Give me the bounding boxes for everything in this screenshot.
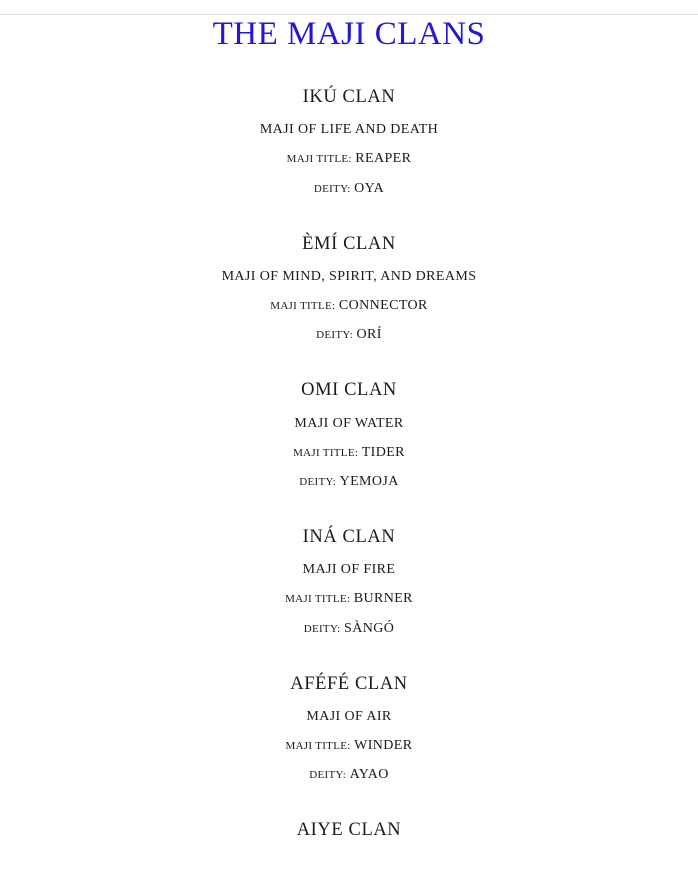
deity-label: DEITY: bbox=[303, 622, 341, 635]
clan-domain: MAJI OF WATER bbox=[294, 415, 404, 431]
maji-title-value: WINDER bbox=[354, 737, 413, 753]
deity-value: AYAO bbox=[349, 767, 389, 783]
maji-title-label: MAJI TITLE: bbox=[285, 739, 351, 752]
clan-deity-line bbox=[24, 473, 674, 491]
clan-maji-title-line bbox=[24, 737, 674, 755]
deity-value: ORÍ bbox=[356, 327, 382, 343]
clan-name: INÁ CLAN bbox=[302, 527, 396, 548]
deity-label: DEITY: bbox=[309, 769, 347, 782]
clan-entry-omi bbox=[24, 378, 674, 491]
clan-name: OMI CLAN bbox=[301, 380, 397, 401]
clan-entry-afefe bbox=[24, 672, 674, 785]
maji-title-label: MAJI TITLE: bbox=[293, 446, 359, 459]
maji-title-label: MAJI TITLE: bbox=[285, 593, 351, 606]
maji-title-label: MAJI TITLE: bbox=[286, 153, 352, 166]
clan-deity-line bbox=[24, 620, 674, 638]
clan-maji-title-line bbox=[24, 150, 674, 168]
clan-entry-emi bbox=[24, 232, 674, 345]
clan-name: ÈMÍ CLAN bbox=[302, 233, 396, 254]
deity-label: DEITY: bbox=[299, 475, 337, 488]
clan-entry-iku bbox=[24, 85, 674, 198]
page-title: THE MAJI CLANS bbox=[212, 16, 486, 52]
document-page bbox=[0, 14, 698, 842]
deity-value: YEMOJA bbox=[339, 473, 399, 489]
clan-deity-line bbox=[24, 180, 674, 198]
deity-value: SÀNGÓ bbox=[344, 620, 395, 636]
clan-name: AFÉFÉ CLAN bbox=[290, 673, 408, 694]
clan-maji-title-line bbox=[24, 590, 674, 608]
maji-title-value: TIDER bbox=[361, 444, 405, 460]
clan-deity-line bbox=[24, 766, 674, 784]
clan-name: IKÚ CLAN bbox=[302, 87, 396, 108]
clan-entry-aiye bbox=[24, 818, 674, 842]
clan-deity-line bbox=[24, 326, 674, 344]
maji-title-label: MAJI TITLE: bbox=[270, 300, 336, 313]
deity-label: DEITY: bbox=[316, 329, 354, 342]
clan-domain: MAJI OF MIND, SPIRIT, AND DREAMS bbox=[221, 268, 477, 284]
clan-entry-ina bbox=[24, 525, 674, 638]
page-top-divider bbox=[0, 14, 698, 15]
maji-title-value: BURNER bbox=[353, 591, 413, 607]
clan-domain: MAJI OF AIR bbox=[306, 708, 392, 724]
deity-label: DEITY: bbox=[313, 182, 351, 195]
maji-title-value: REAPER bbox=[355, 151, 412, 167]
clan-maji-title-line bbox=[24, 297, 674, 315]
clan-name: AIYE CLAN bbox=[296, 820, 402, 841]
deity-value: OYA bbox=[354, 180, 385, 196]
clan-domain: MAJI OF FIRE bbox=[302, 562, 396, 578]
clan-maji-title-line bbox=[24, 444, 674, 462]
clan-domain: MAJI OF LIFE AND DEATH bbox=[259, 122, 439, 138]
maji-title-value: CONNECTOR bbox=[338, 298, 428, 314]
